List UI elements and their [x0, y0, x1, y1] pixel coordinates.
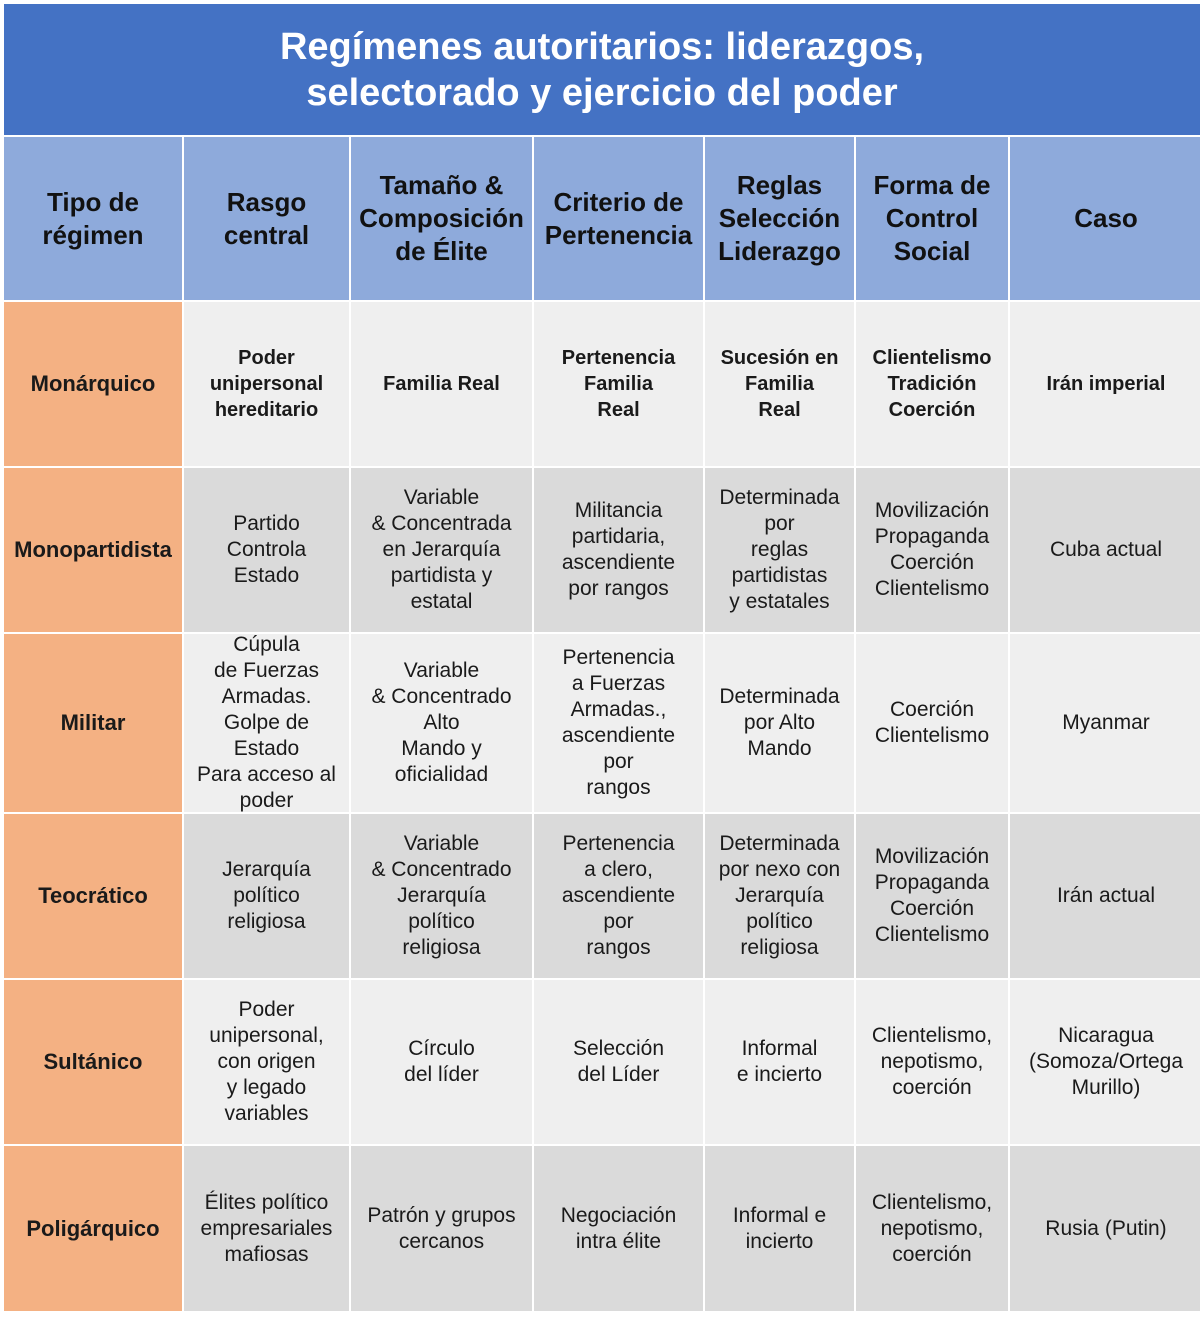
cell-text: Determinada [719, 685, 840, 708]
cell-text: Informal [741, 1037, 818, 1060]
cell-text: unipersonal, [209, 1024, 324, 1047]
cell-text: Movilización [874, 499, 990, 522]
row-label-text: Militar [60, 710, 126, 735]
cell-text: partidaria, [571, 525, 666, 548]
cell-text: Coerción [888, 399, 976, 421]
table-cell [534, 302, 703, 466]
table-cell [705, 814, 854, 978]
cell-text: incierto [745, 1229, 814, 1253]
cell-text: mafiosas [224, 1242, 309, 1266]
cell-text: e incierto [736, 1063, 823, 1086]
cell-text: (Somoza/Ortega [1028, 1050, 1184, 1073]
cell-text: Movilización [874, 845, 990, 868]
cell-text: ascendiente [561, 724, 676, 747]
table-cell [856, 814, 1008, 978]
cell-text: Tradición [887, 373, 977, 395]
table-cell [351, 468, 532, 632]
column-header-text: Reglas [736, 170, 823, 200]
cell-text: del líder [404, 1063, 479, 1086]
table-cell [534, 1146, 703, 1311]
column-header-text: régimen [42, 219, 144, 250]
table-cell [534, 980, 703, 1144]
cell-text: estatal [410, 590, 473, 613]
cell-text: Coerción [889, 698, 975, 721]
cell-text: Variable [403, 832, 480, 855]
cell-text: Clientelismo, [871, 1190, 993, 1214]
column-header-text: Tamaño & [379, 170, 504, 200]
cell-text: & Concentrado [371, 685, 512, 708]
cell-text: unipersonal [209, 373, 324, 395]
column-header-text: Rasgo [226, 186, 307, 217]
table-cell [184, 302, 349, 466]
cell-text: por [603, 750, 634, 773]
cell-text: coerción [892, 1242, 972, 1266]
cell-text: Poder [238, 347, 295, 369]
cell-text: partidista y [390, 564, 493, 587]
cell-text: por nexo con [718, 858, 841, 881]
cell-text: Clientelismo [874, 923, 990, 946]
cell-text: Pertenencia [562, 832, 675, 855]
cell-text: Coerción [889, 551, 975, 574]
column-header-text: Tipo de [47, 186, 139, 217]
column-header-forma-de-control-social [856, 137, 1008, 300]
cell-text: Estado [233, 564, 300, 587]
cell-text: Clientelismo [874, 577, 990, 600]
column-header-text: Selección [718, 203, 841, 233]
cell-text: religiosa [227, 910, 306, 933]
table-cell [856, 468, 1008, 632]
column-header-text: de Élite [395, 236, 488, 266]
cell-text: Poder [238, 998, 295, 1021]
row-label-poligarquico [4, 1146, 182, 1311]
table-cell [184, 634, 349, 812]
table-cell [351, 302, 532, 466]
column-header-text: Control [885, 203, 979, 233]
cell-text: Determinada [719, 832, 840, 855]
cell-text: Cúpula [233, 634, 300, 656]
row-label-text: Teocrático [38, 883, 148, 908]
cell-text: y legado [226, 1076, 307, 1099]
cell-text: nepotismo, [880, 1050, 984, 1073]
cell-text: Mando [747, 737, 812, 760]
cell-text: por [764, 512, 795, 535]
column-header-criterio-de-pertenencia [534, 137, 703, 300]
cell-text: Clientelismo, [871, 1024, 993, 1047]
cell-text: Clientelismo [872, 347, 992, 369]
row-label-text: Poligárquico [26, 1215, 160, 1241]
cell-text: ascendiente [561, 884, 676, 907]
table-cell [534, 814, 703, 978]
cell-text: Variable [403, 659, 480, 682]
cell-text: Para acceso al [197, 763, 336, 786]
cell-text: Irán actual [1056, 884, 1156, 907]
cell-text: Pertenencia [561, 347, 676, 369]
table-cell [184, 814, 349, 978]
cell-text: Estado [233, 737, 300, 760]
column-header-text: Forma de [873, 170, 991, 200]
column-header-text: Composición [359, 203, 524, 233]
column-header-text: Liderazgo [718, 236, 841, 266]
cell-text: político [408, 910, 475, 933]
cell-text: religiosa [740, 936, 819, 959]
table-cell [856, 980, 1008, 1144]
column-header-text: Caso [1074, 203, 1138, 233]
cell-text: coerción [892, 1076, 972, 1099]
cell-text: Golpe de [223, 711, 310, 734]
cell-text: Jerarquía [735, 884, 824, 907]
cell-text: y estatales [729, 590, 830, 613]
cell-text: con origen [217, 1050, 316, 1073]
row-label-monopartidista [4, 468, 182, 632]
cell-text: político [746, 910, 813, 933]
table-cell [351, 1146, 532, 1311]
cell-text: Myanmar [1062, 711, 1150, 734]
row-label-militar [4, 634, 182, 812]
cell-text: nepotismo, [880, 1216, 984, 1240]
table-cell [1010, 468, 1200, 632]
table-cell [184, 980, 349, 1144]
cell-text: Jerarquía [397, 884, 486, 907]
cell-text: Sucesión en [720, 347, 839, 369]
cell-text: & Concentrado [371, 858, 512, 881]
row-label-text: Monopartidista [14, 537, 172, 562]
row-label-text: Sultánico [43, 1049, 143, 1074]
row-label-sultanico [4, 980, 182, 1144]
cell-text: Murillo) [1071, 1076, 1141, 1099]
cell-text: reglas [750, 538, 809, 561]
cell-text: Real [758, 399, 801, 421]
cell-text: oficialidad [394, 763, 489, 786]
cell-text: Armadas., [570, 698, 667, 721]
cell-text: a clero, [584, 858, 653, 881]
cell-text: Irán imperial [1046, 373, 1166, 395]
cell-text: Partido [233, 512, 300, 535]
cell-text: Propaganda [874, 525, 990, 548]
cell-text: & Concentrada [371, 512, 512, 535]
cell-text: por [603, 910, 634, 933]
cell-text: a Fuerzas [571, 672, 666, 695]
cell-text: Familia [584, 373, 653, 395]
cell-text: poder [239, 789, 294, 812]
column-header-text: Social [893, 236, 971, 266]
table-cell [351, 814, 532, 978]
table-cell [1010, 814, 1200, 978]
cell-text: rangos [586, 776, 651, 799]
cell-text: intra élite [575, 1229, 662, 1253]
row-label-teocratico [4, 814, 182, 978]
cell-text: Real [597, 399, 640, 421]
table-cell [705, 980, 854, 1144]
regimes-table [4, 137, 1200, 1311]
table-cell [1010, 302, 1200, 466]
cell-text: Selección [572, 1037, 665, 1060]
cell-text: Cuba actual [1049, 538, 1163, 561]
cell-text: Alto [423, 711, 460, 734]
column-header-caso [1010, 137, 1200, 300]
table-cell [856, 1146, 1008, 1311]
cell-text: Pertenencia [562, 646, 675, 669]
table-title-line-2: selectorado y ejercicio del poder [306, 71, 898, 114]
column-header-tamano-composicion-de-elite [351, 137, 532, 300]
table-cell [351, 634, 532, 812]
cell-text: Familia [745, 373, 814, 395]
cell-text: político [233, 884, 300, 907]
cell-text: Nicaragua [1058, 1024, 1154, 1047]
table-cell [1010, 1146, 1200, 1311]
cell-text: Jerarquía [222, 858, 311, 881]
row-label-monarquico [4, 302, 182, 466]
table-cell [1010, 634, 1200, 812]
cell-text: ascendiente [561, 551, 676, 574]
table-cell [351, 980, 532, 1144]
table-cell [856, 302, 1008, 466]
table-cell [705, 1146, 854, 1311]
cell-text: Controla [226, 538, 307, 561]
table-cell [184, 468, 349, 632]
table-title [4, 4, 1200, 135]
table-title-line-1: Regímenes autoritarios: liderazgos, [279, 25, 925, 68]
cell-text: en Jerarquía [382, 538, 501, 561]
column-header-text: central [223, 219, 310, 250]
cell-text: Informal e [732, 1203, 827, 1227]
cell-text: rangos [586, 936, 651, 959]
cell-text: variables [224, 1102, 309, 1125]
cell-text: Coerción [889, 897, 975, 920]
cell-text: Determinada [719, 486, 840, 509]
column-header-tipo-de-regimen [4, 137, 182, 300]
cell-text: Patrón y grupos [367, 1203, 516, 1227]
table-cell [705, 302, 854, 466]
cell-text: por Alto [743, 711, 816, 734]
column-header-text: Criterio de [553, 186, 684, 217]
cell-text: por rangos [568, 577, 669, 600]
table-cell [534, 468, 703, 632]
cell-text: Negociación [560, 1203, 677, 1227]
cell-text: hereditario [214, 399, 319, 421]
cell-text: cercanos [398, 1229, 485, 1253]
cell-text: del Líder [577, 1063, 660, 1086]
table-cell [184, 1146, 349, 1311]
table-cell [705, 468, 854, 632]
column-header-reglas-seleccion-liderazgo [705, 137, 854, 300]
cell-text: empresariales [200, 1216, 333, 1240]
cell-text: religiosa [402, 936, 481, 959]
cell-text: Mando y [401, 737, 482, 760]
cell-text: Clientelismo [874, 724, 990, 747]
table-cell [856, 634, 1008, 812]
cell-text: partidistas [731, 564, 828, 587]
cell-text: Familia Real [383, 373, 500, 395]
cell-text: Variable [403, 486, 480, 509]
row-label-text: Monárquico [30, 371, 156, 396]
cell-text: de Fuerzas [213, 659, 320, 682]
table-cell [705, 634, 854, 812]
cell-text: Círculo [408, 1037, 475, 1060]
cell-text: Armadas. [221, 685, 312, 708]
column-header-rasgo-central [184, 137, 349, 300]
column-header-text: Pertenencia [544, 219, 693, 250]
cell-text: Propaganda [874, 871, 990, 894]
cell-text: Militancia [574, 499, 663, 522]
table-cell [534, 634, 703, 812]
cell-text: Élites político [204, 1190, 329, 1214]
table-cell [1010, 980, 1200, 1144]
cell-text: Rusia (Putin) [1045, 1216, 1167, 1240]
